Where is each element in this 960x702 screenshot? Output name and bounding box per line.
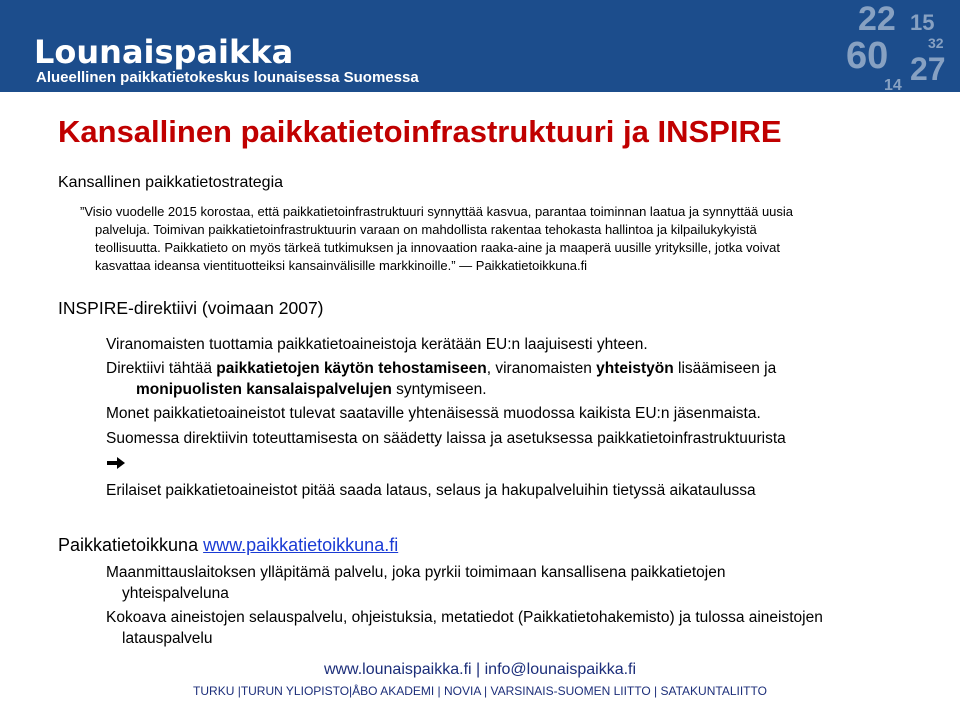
quote-line: ”Visio vuodelle 2015 korostaa, että paikkatietoinfrastruktuuri synnyttää kasvua, parantaa toiminnan laatua ja synnyttää uusia <box>80 204 794 219</box>
strategy-quote <box>80 203 880 275</box>
deco-number: 22 <box>858 0 896 38</box>
inspire-item: Erilaiset paikkatietoaineistot pitää saada lataus, selaus ja hakupalveluihin tietyssä aikataulussa <box>106 482 756 499</box>
page-title: Kansallinen paikkatietoinfrastruktuuri ja INSPIRE <box>58 114 782 149</box>
footer-organizations: TURKU |TURUN YLIOPISTO|ÅBO AKADEMI | NOVIA | VARSINAIS-SUOMEN LIITTO | SATAKUNTALIITTO <box>193 684 767 698</box>
inspire-item: Suomessa direktiivin toteuttamisesta on säädetty laissa ja asetuksessa paikkatietoinfrastruktuurista <box>106 430 786 447</box>
portal-link[interactable]: www.paikkatietoikkuna.fi <box>203 535 399 555</box>
quote-line: teollisuutta. Paikkatieto on myös tärkeä tutkimuksen ja innovaation raaka-aine ja maaperä uusille yrityksille, jotka voivat <box>95 240 781 255</box>
deco-number: 15 <box>910 10 935 35</box>
portal-item: Kokoava aineistojen selauspalvelu, ohjeistuksia, metatiedot (Paikkatietohakemisto) ja tulossa aineistojen latauspalvelu <box>106 609 823 647</box>
portal-heading: Paikkatietoikkuna www.paikkatietoikkuna.fi <box>58 535 399 555</box>
portal-item: Maanmittauslaitoksen ylläpitämä palvelu, joka pyrkii toimimaan kansallisena paikkatietojen yhteispalveluna <box>106 564 726 602</box>
deco-number: 32 <box>928 35 944 51</box>
arrow-right-icon <box>106 456 126 470</box>
logo-tagline: Alueellinen paikkatietokeskus lounaisessa Suomessa <box>36 69 419 86</box>
inspire-item: Direktiivi tähtää paikkatietojen käytön tehostamiseen, viranomaisten yhteistyön lisäämiseen ja monipuolisten kansalaispalvelujen syntymiseen. <box>106 360 777 398</box>
inspire-item: Viranomaisten tuottamia paikkatietoaineistoja kerätään EU:n laajuisesti yhteen. <box>106 336 648 353</box>
header-banner <box>0 0 960 92</box>
deco-number: 27 <box>910 51 946 87</box>
strategy-heading: Kansallinen paikkatietostrategia <box>58 174 284 191</box>
footer-contact: www.lounaispaikka.fi | info@lounaispaikka.fi <box>323 661 637 678</box>
quote-line: palveluja. Toimivan paikkatietoinfrastruktuurin varaan on mahdollista rakentaa tehokasta hallintoa ja kilpailukykyistä <box>95 222 757 237</box>
logo: Lounaispaikka <box>34 33 294 71</box>
inspire-item: Monet paikkatietoaineistot tulevat saataville yhtenäisessä muodossa kaikista EU:n jäsenmaista. <box>106 405 761 422</box>
deco-number: 14 <box>884 77 902 92</box>
deco-number: 60 <box>846 35 889 77</box>
inspire-heading: INSPIRE-direktiivi (voimaan 2007) <box>58 298 324 318</box>
decorative-numbers <box>840 0 960 92</box>
quote-line: kasvattaa ideansa vientituotteiksi kansainvälisille markkinoille.” — Paikkatietoikkuna.fi <box>95 258 588 273</box>
